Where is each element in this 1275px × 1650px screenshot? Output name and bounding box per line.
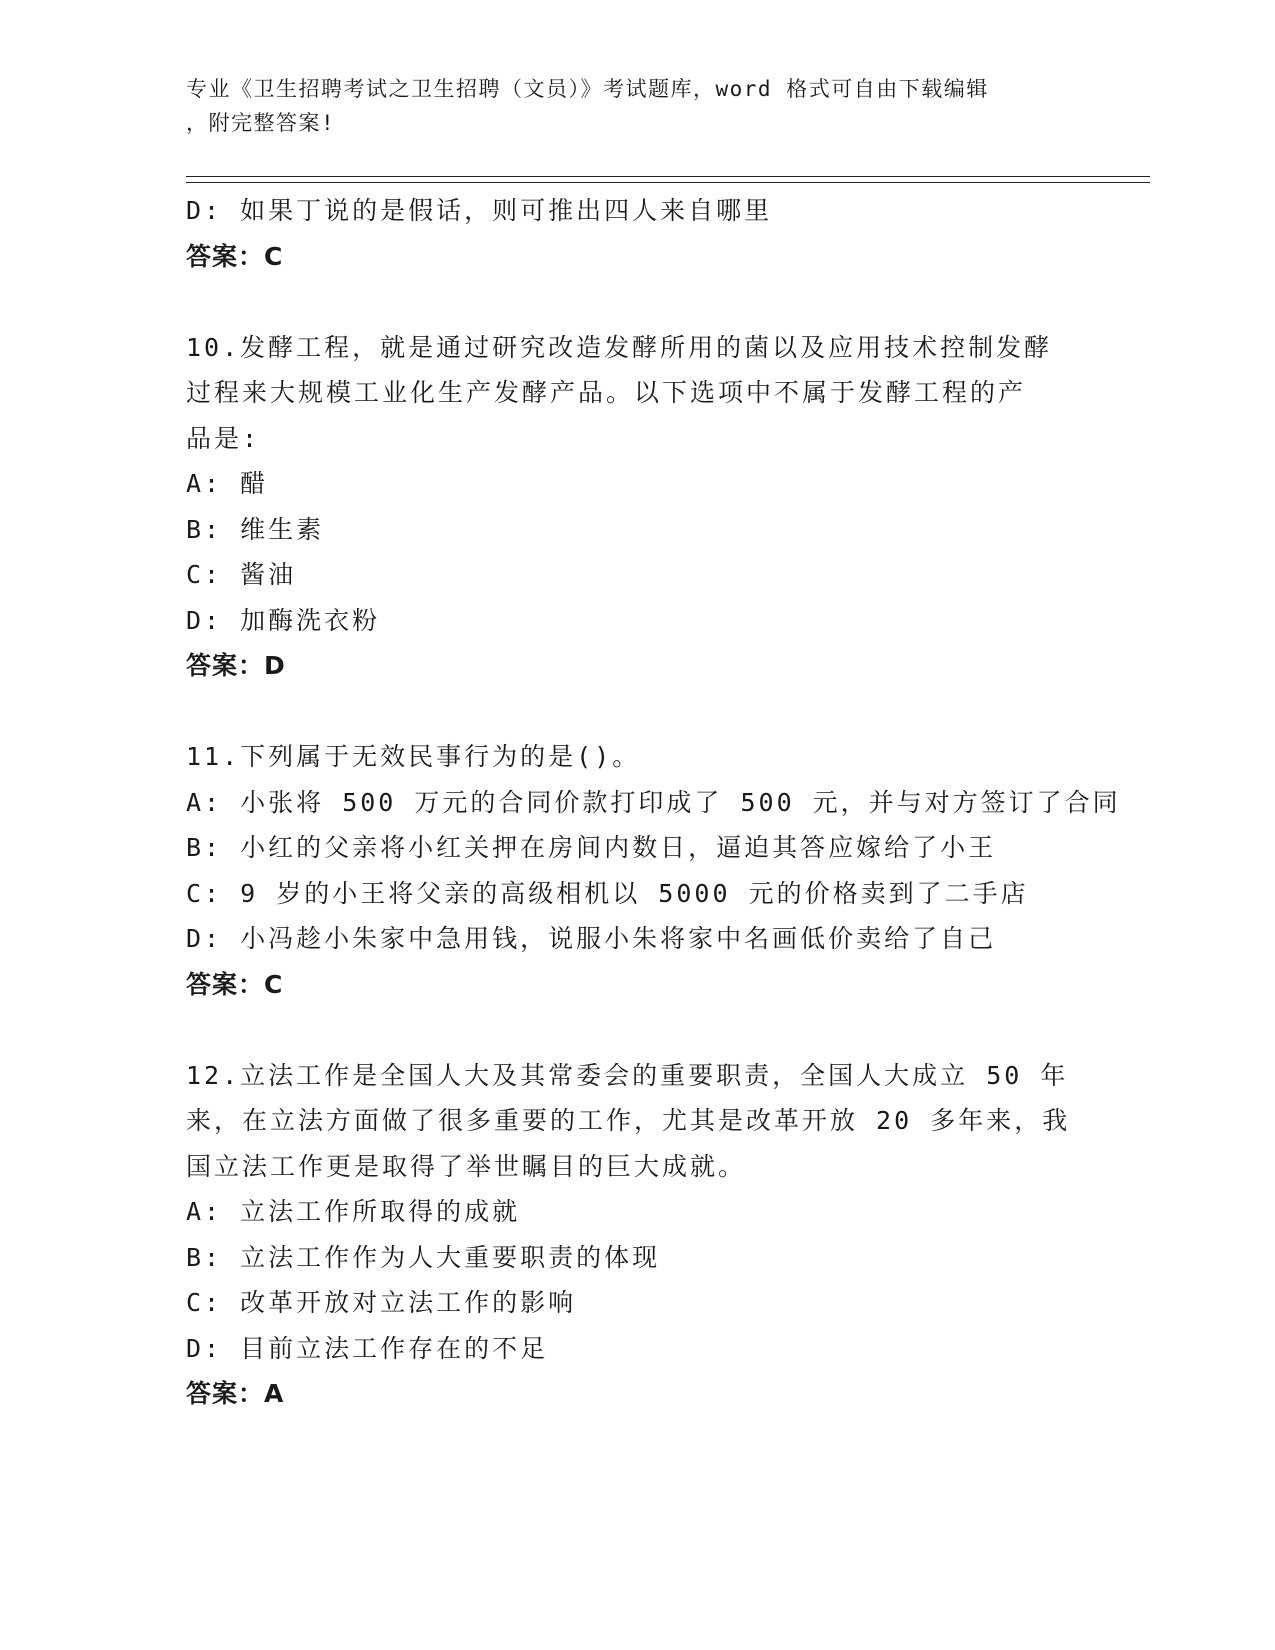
question-text-line: 来，在立法方面做了很多重要的工作，尤其是改革开放 20 多年来，我 [186, 1106, 1071, 1135]
header-divider-top [186, 176, 1150, 177]
answer: 答案：D [186, 651, 286, 680]
spacer [186, 689, 1086, 735]
question-text-line: 品是: [186, 423, 261, 453]
spacer [186, 1007, 1086, 1053]
option-d: D: 如果丁说的是假话，则可推出四人来自哪里 [186, 196, 773, 225]
question-11 [186, 734, 1121, 1007]
spacer [186, 279, 1086, 325]
header-line-1: 专业《卫生招聘考试之卫生招聘（文员）》考试题库，word 格式可自由下载编辑 [186, 77, 989, 101]
option-b: B: 小红的父亲将小红关押在房间内数日，逼迫其答应嫁给了小王 [186, 833, 997, 862]
option-a: A: 醋 [186, 469, 269, 498]
option-a: A: 小张将 500 万元的合同价款打印成了 500 元，并与对方签订了合同 [186, 787, 1121, 817]
question-text-line: 11.下列属于无效民事行为的是()。 [186, 742, 641, 771]
question-list [186, 188, 1121, 1417]
option-d: D: 小冯趁小朱家中急用钱，说服小朱将家中名画低价卖给了自己 [186, 924, 997, 953]
question-text-line: 12.立法工作是全国人大及其常委会的重要职责，全国人大成立 50 年 [186, 1060, 1069, 1090]
header-line-2: ，附完整答案! [186, 111, 336, 135]
option-b: B: 立法工作作为人大重要职责的体现 [186, 1242, 661, 1272]
answer: 答案：A [186, 1379, 285, 1408]
option-c: C: 9 岁的小王将父亲的高级相机以 5000 元的价格卖到了二手店 [186, 878, 1029, 908]
page-header [186, 72, 1066, 140]
answer: 答案：C [186, 241, 284, 271]
option-c: C: 酱油 [186, 560, 297, 589]
header-divider-bottom [186, 182, 1150, 183]
question-text-line: 10.发酵工程，就是通过研究改造发酵所用的菌以及应用技术控制发酵 [186, 332, 1053, 362]
question-10 [186, 325, 1086, 689]
option-a: A: 立法工作所取得的成就 [186, 1197, 521, 1226]
option-b: B: 维生素 [186, 514, 325, 544]
option-d: D: 加酶洗衣粉 [186, 605, 381, 635]
question-9-continued [186, 188, 1086, 279]
option-d: D: 目前立法工作存在的不足 [186, 1333, 549, 1363]
question-12 [186, 1053, 1086, 1417]
question-text-line: 国立法工作更是取得了举世瞩目的巨大成就。 [186, 1151, 747, 1181]
answer: 答案：C [186, 969, 284, 999]
question-text-line: 过程来大规模工业化生产发酵产品。以下选项中不属于发酵工程的产 [186, 378, 1027, 407]
option-c: C: 改革开放对立法工作的影响 [186, 1288, 577, 1317]
